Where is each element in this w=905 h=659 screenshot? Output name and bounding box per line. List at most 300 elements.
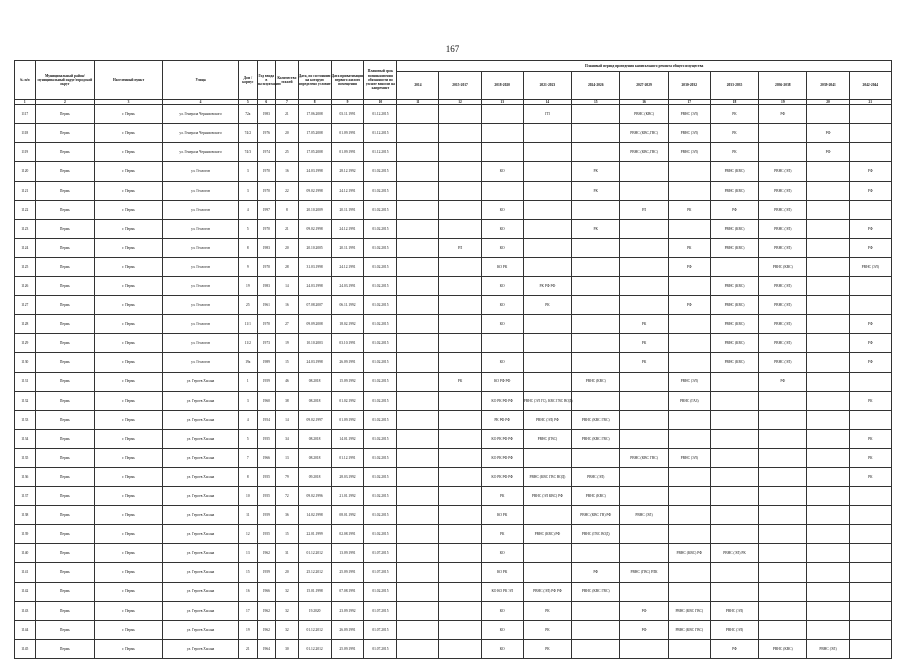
table-row: [15, 200, 892, 219]
table-cell: 1124: [15, 238, 36, 257]
table-cell: [397, 334, 439, 353]
table-cell: [807, 315, 849, 334]
table-cell: г. Пермь: [95, 200, 163, 219]
table-cell: [668, 506, 710, 525]
table-cell: 01.02.2015: [364, 334, 397, 353]
table-cell: 24.03.1991: [331, 277, 364, 296]
table-cell: 1137: [15, 487, 36, 506]
table-cell: [397, 544, 439, 563]
table-cell: [668, 487, 710, 506]
table-cell: [439, 296, 481, 315]
table-cell: [620, 525, 668, 544]
table-cell: РВНС (ЭЛ): [668, 105, 710, 124]
table-cell: 1140: [15, 544, 36, 563]
table-cell: [439, 162, 481, 181]
table-cell: [668, 429, 710, 448]
table-cell: [572, 200, 620, 219]
table-cell: 1139: [15, 525, 36, 544]
table-cell: ул. Генерала Черняховского: [163, 105, 239, 124]
table-cell: [572, 620, 620, 639]
table-cell: КО РК РФ РФ: [481, 467, 523, 486]
table-cell: КО: [481, 200, 523, 219]
table-cell: 01.02.2015: [364, 238, 397, 257]
table-cell: 1989: [257, 353, 276, 372]
table-row: [15, 296, 892, 315]
table-cell: [620, 429, 668, 448]
table-cell: 17.06.2008: [298, 105, 331, 124]
table-cell: 1962: [257, 601, 276, 620]
table-cell: 4: [239, 200, 258, 219]
table-cell: [807, 506, 849, 525]
table-cell: Пермь: [35, 601, 95, 620]
table-cell: 09.02.1996: [298, 487, 331, 506]
table-cell: РК: [572, 219, 620, 238]
column-number: 2: [35, 100, 95, 105]
table-cell: РФ: [572, 563, 620, 582]
table-cell: 11: [239, 506, 258, 525]
table-cell: 07.08.1991: [331, 582, 364, 601]
table-cell: РК: [523, 296, 571, 315]
table-cell: КО: [481, 238, 523, 257]
table-cell: 24.03.1998: [298, 353, 331, 372]
table-cell: [849, 124, 891, 143]
table-cell: [397, 105, 439, 124]
table-cell: РФ: [668, 257, 710, 276]
table-cell: [759, 448, 807, 467]
table-cell: 1983: [257, 238, 276, 257]
table-cell: ул. Геологов: [163, 238, 239, 257]
table-cell: г. Пермь: [95, 162, 163, 181]
table-cell: РК РФ РФ: [481, 410, 523, 429]
table-cell: РВНС (ЭЛ) РФ РФ: [523, 582, 571, 601]
table-cell: 09.02.1997: [298, 410, 331, 429]
table-cell: 01.02.2015: [364, 582, 397, 601]
table-cell: 16: [276, 162, 299, 181]
table-cell: КО: [481, 353, 523, 372]
table-cell: 1130: [15, 353, 36, 372]
table-cell: [620, 219, 668, 238]
table-cell: 1119: [15, 143, 36, 162]
table-cell: 01.02.2015: [364, 448, 397, 467]
col-header-no: № п/п: [15, 61, 36, 100]
table-cell: г. Пермь: [95, 506, 163, 525]
table-cell: [439, 391, 481, 410]
table-cell: 06.11.1992: [331, 296, 364, 315]
table-cell: [807, 162, 849, 181]
table-row: [15, 544, 892, 563]
table-cell: Пермь: [35, 162, 95, 181]
table-cell: [481, 143, 523, 162]
table-cell: [572, 639, 620, 658]
table-cell: [710, 429, 758, 448]
table-row: [15, 620, 892, 639]
table-cell: 01.07.2015: [364, 639, 397, 658]
table-cell: г. Пермь: [95, 639, 163, 658]
table-cell: [439, 544, 481, 563]
table-cell: Пермь: [35, 372, 95, 391]
table-cell: РВНС (КВС ГВС): [572, 410, 620, 429]
table-cell: РФ: [668, 296, 710, 315]
table-cell: 19: [239, 277, 258, 296]
table-cell: г. Пермь: [95, 582, 163, 601]
table-cell: [397, 219, 439, 238]
table-cell: РВНС (ГАЗ): [668, 391, 710, 410]
table-cell: ул. Геологов: [163, 353, 239, 372]
table-cell: 01.02.2015: [364, 410, 397, 429]
table-cell: ул. Героев Хасана: [163, 391, 239, 410]
table-cell: РВНС (КВС): [710, 353, 758, 372]
table-cell: [439, 143, 481, 162]
table-cell: 1125: [15, 257, 36, 276]
table-cell: РВНС (ЭЛ): [759, 353, 807, 372]
table-cell: РФ: [849, 181, 891, 200]
table-cell: Пермь: [35, 620, 95, 639]
table-row: [15, 448, 892, 467]
table-cell: [849, 620, 891, 639]
table-cell: 32: [276, 620, 299, 639]
table-cell: 15: [239, 563, 258, 582]
table-cell: КО РК: [481, 506, 523, 525]
table-cell: Пермь: [35, 639, 95, 658]
table-cell: [397, 238, 439, 257]
table-cell: РВНС (ЭЛ): [759, 181, 807, 200]
table-cell: ул. Генерала Черняховского: [163, 124, 239, 143]
table-cell: [481, 124, 523, 143]
table-row: [15, 334, 892, 353]
table-cell: [439, 105, 481, 124]
table-cell: ул. Героев Хасана: [163, 601, 239, 620]
table-cell: РВНС (ЭЛ): [620, 506, 668, 525]
table-row: [15, 487, 892, 506]
table-cell: ул. Героев Хасана: [163, 563, 239, 582]
table-cell: г. Пермь: [95, 315, 163, 334]
table-cell: РВНС (ЭЛ): [668, 124, 710, 143]
table-cell: РВНС (КВС): [710, 296, 758, 315]
table-cell: 27: [276, 315, 299, 334]
table-cell: 16: [239, 582, 258, 601]
table-row: [15, 353, 892, 372]
table-cell: РК: [849, 467, 891, 486]
table-cell: РВНС (КВС): [710, 219, 758, 238]
col-header-municipality: Муниципальный район/ муниципальный округ/городской округ: [35, 61, 95, 100]
table-cell: 1959: [257, 563, 276, 582]
table-cell: 08.01.1992: [331, 506, 364, 525]
table-cell: 1959: [257, 506, 276, 525]
table-cell: Пермь: [35, 429, 95, 448]
table-cell: 1955: [257, 429, 276, 448]
table-cell: [572, 105, 620, 124]
table-cell: [668, 353, 710, 372]
table-cell: г. Пермь: [95, 257, 163, 276]
table-cell: ул. Героев Хасана: [163, 410, 239, 429]
table-cell: РВНС (КВС ГВС): [572, 429, 620, 448]
table-cell: г. Пермь: [95, 601, 163, 620]
table-cell: [397, 143, 439, 162]
table-cell: РВНС (ГВС ВОД): [572, 525, 620, 544]
table-cell: Пермь: [35, 448, 95, 467]
table-cell: [439, 525, 481, 544]
table-cell: 01.02.2015: [364, 219, 397, 238]
table-cell: 09.2018: [298, 467, 331, 486]
period-header: 2021-2023: [523, 72, 571, 100]
table-cell: [439, 467, 481, 486]
table-cell: г. Пермь: [95, 219, 163, 238]
table-cell: 20.10.2009: [298, 200, 331, 219]
table-row: [15, 467, 892, 486]
table-cell: РФ: [807, 143, 849, 162]
table-cell: РВНС (КВС ГВС): [668, 620, 710, 639]
column-number: 20: [807, 100, 849, 105]
table-cell: 1129: [15, 334, 36, 353]
table-cell: [620, 410, 668, 429]
table-cell: 01.12.1991: [331, 448, 364, 467]
table-cell: 1966: [257, 448, 276, 467]
table-cell: [668, 410, 710, 429]
table-cell: [620, 582, 668, 601]
table-cell: 08.2018: [298, 391, 331, 410]
table-cell: 79: [276, 467, 299, 486]
table-cell: [397, 506, 439, 525]
table-cell: 1145: [15, 639, 36, 658]
table-cell: 14.01.1992: [331, 429, 364, 448]
table-cell: [397, 315, 439, 334]
table-row: [15, 277, 892, 296]
table-cell: 1142: [15, 582, 36, 601]
table-cell: г. Пермь: [95, 429, 163, 448]
table-cell: КО: [481, 296, 523, 315]
table-cell: 1143: [15, 601, 36, 620]
col-header-date-privatization: Дата приватизации первого жилого помещения: [331, 61, 364, 100]
table-cell: РК: [668, 238, 710, 257]
table-cell: [439, 200, 481, 219]
table-cell: 38: [276, 391, 299, 410]
table-cell: 01.02.2015: [364, 257, 397, 276]
table-cell: [523, 181, 571, 200]
table-cell: [668, 467, 710, 486]
table-cell: [807, 219, 849, 238]
column-number: 10: [364, 100, 397, 105]
table-cell: 01.02.2015: [364, 200, 397, 219]
table-cell: РВНС (ЭЛ): [807, 639, 849, 658]
table-cell: КО: [481, 277, 523, 296]
table-cell: 20.11.1991: [331, 200, 364, 219]
table-cell: 25.09.1991: [331, 563, 364, 582]
table-cell: ул. Героев Хасана: [163, 487, 239, 506]
table-cell: [523, 544, 571, 563]
table-cell: РФ: [807, 124, 849, 143]
table-cell: 10: [239, 487, 258, 506]
col-header-floors: Количество этажей: [276, 61, 299, 100]
table-cell: [759, 467, 807, 486]
table-cell: РК: [439, 372, 481, 391]
column-number: 11: [397, 100, 439, 105]
table-cell: РВНС (КВС ГВС): [668, 601, 710, 620]
table-cell: 20: [276, 238, 299, 257]
table-cell: 13: [276, 448, 299, 467]
table-cell: [439, 277, 481, 296]
table-cell: [439, 219, 481, 238]
table-cell: Пермь: [35, 277, 95, 296]
table-cell: [523, 238, 571, 257]
table-cell: [668, 162, 710, 181]
table-cell: [759, 487, 807, 506]
table-cell: 1974: [257, 143, 276, 162]
table-cell: КО: [481, 219, 523, 238]
table-cell: г. Пермь: [95, 143, 163, 162]
table-cell: КО РК: [481, 563, 523, 582]
table-cell: [759, 601, 807, 620]
table-cell: РВНС (КВС): [710, 315, 758, 334]
table-cell: [807, 563, 849, 582]
table-cell: 01.12.2015: [364, 124, 397, 143]
table-cell: 19: [276, 334, 299, 353]
table-cell: 1955: [257, 525, 276, 544]
table-cell: 74/2: [239, 124, 258, 143]
table-cell: [849, 639, 891, 658]
table-cell: 26.09.1991: [331, 620, 364, 639]
table-cell: ул. Геологов: [163, 296, 239, 315]
table-cell: [759, 391, 807, 410]
period-header: 2042-2044: [849, 72, 891, 100]
table-cell: РВНС (КВС): [759, 257, 807, 276]
table-cell: 01.12.2015: [364, 143, 397, 162]
table-cell: 01.02.1992: [331, 391, 364, 410]
table-cell: РК: [668, 200, 710, 219]
table-cell: [572, 296, 620, 315]
table-cell: РВНС (ЭЛ) РФ: [523, 410, 571, 429]
table-cell: 01.02.2015: [364, 429, 397, 448]
table-row: [15, 429, 892, 448]
table-cell: 08.2018: [298, 448, 331, 467]
table-cell: [572, 601, 620, 620]
table-cell: [620, 277, 668, 296]
table-cell: РВНС (КВС,ГВС): [620, 143, 668, 162]
table-cell: [523, 448, 571, 467]
table-cell: 28.12.1992: [331, 162, 364, 181]
table-cell: Пермь: [35, 467, 95, 486]
table-cell: 1964: [257, 639, 276, 658]
table-cell: 4: [239, 410, 258, 429]
table-cell: РФ: [849, 315, 891, 334]
table-cell: РК: [572, 162, 620, 181]
table-cell: Пермь: [35, 257, 95, 276]
table-cell: 1962: [257, 620, 276, 639]
table-cell: РВНС (ЭЛ): [668, 448, 710, 467]
table-cell: РК: [523, 620, 571, 639]
column-number: 14: [523, 100, 571, 105]
table-cell: [397, 639, 439, 658]
table-cell: 1970: [257, 257, 276, 276]
table-cell: ул. Геологов: [163, 334, 239, 353]
table-cell: 20.11.1991: [331, 238, 364, 257]
table-cell: 03.10.1991: [331, 334, 364, 353]
table-cell: 11/2: [239, 334, 258, 353]
table-cell: [668, 582, 710, 601]
table-cell: 01.07.2015: [364, 563, 397, 582]
table-cell: 1122: [15, 200, 36, 219]
table-cell: Пермь: [35, 525, 95, 544]
table-cell: ул. Героев Хасана: [163, 429, 239, 448]
column-number: 9: [331, 100, 364, 105]
table-cell: 1121: [15, 181, 36, 200]
table-cell: г. Пермь: [95, 544, 163, 563]
table-cell: 01.12.2012: [298, 620, 331, 639]
table-cell: 11/1: [239, 315, 258, 334]
table-cell: РВНС (ЭЛ): [759, 315, 807, 334]
table-cell: Пермь: [35, 296, 95, 315]
table-cell: 01.07.2015: [364, 620, 397, 639]
period-header: 2024-2026: [572, 72, 620, 100]
table-cell: Пермь: [35, 391, 95, 410]
table-cell: [397, 582, 439, 601]
table-cell: [620, 296, 668, 315]
table-cell: [710, 257, 758, 276]
table-cell: РЛ: [439, 238, 481, 257]
table-cell: [397, 391, 439, 410]
table-cell: [439, 429, 481, 448]
table-cell: [397, 525, 439, 544]
table-cell: [710, 448, 758, 467]
col-header-period: Плановый период проведения капитального ремонта общего имущества: [397, 61, 892, 72]
table-cell: [710, 506, 758, 525]
table-cell: [620, 181, 668, 200]
table-cell: [620, 391, 668, 410]
table-cell: [668, 334, 710, 353]
column-number: 6: [257, 100, 276, 105]
table-cell: [523, 162, 571, 181]
table-cell: 01.02.2015: [364, 162, 397, 181]
table-cell: 31: [276, 544, 299, 563]
table-cell: 30: [276, 639, 299, 658]
table-cell: [572, 238, 620, 257]
table-cell: 01.07.2015: [364, 544, 397, 563]
table-cell: г. Пермь: [95, 563, 163, 582]
table-cell: РВНС (ЭЛ КВС) РФ: [523, 487, 571, 506]
table-cell: 16: [276, 296, 299, 315]
table-cell: 01.02.2015: [364, 487, 397, 506]
table-cell: [572, 277, 620, 296]
table-cell: [807, 429, 849, 448]
table-cell: [807, 487, 849, 506]
table-cell: Пермь: [35, 181, 95, 200]
table-cell: 1132: [15, 391, 36, 410]
table-cell: ул. Геологов: [163, 162, 239, 181]
table-cell: 09.02.1998: [298, 219, 331, 238]
table-cell: 74/3: [239, 143, 258, 162]
table-cell: [439, 410, 481, 429]
table-cell: г. Пермь: [95, 487, 163, 506]
table-cell: 1118: [15, 124, 36, 143]
table-cell: [710, 582, 758, 601]
table-cell: [759, 143, 807, 162]
table-cell: 01.02.2015: [364, 277, 397, 296]
table-row: [15, 257, 892, 276]
table-cell: [572, 124, 620, 143]
table-cell: РВНС (КВС): [710, 181, 758, 200]
table-cell: Пермь: [35, 563, 95, 582]
table-cell: Пермь: [35, 238, 95, 257]
table-cell: г. Пермь: [95, 124, 163, 143]
table-cell: РЛ: [620, 200, 668, 219]
table-cell: 72: [276, 487, 299, 506]
table-cell: 24.03.1998: [298, 277, 331, 296]
table-cell: 1128: [15, 315, 36, 334]
table-cell: [710, 525, 758, 544]
column-number: 19: [759, 100, 807, 105]
table-cell: г. Пермь: [95, 410, 163, 429]
table-cell: КО: [481, 162, 523, 181]
table-cell: [572, 544, 620, 563]
